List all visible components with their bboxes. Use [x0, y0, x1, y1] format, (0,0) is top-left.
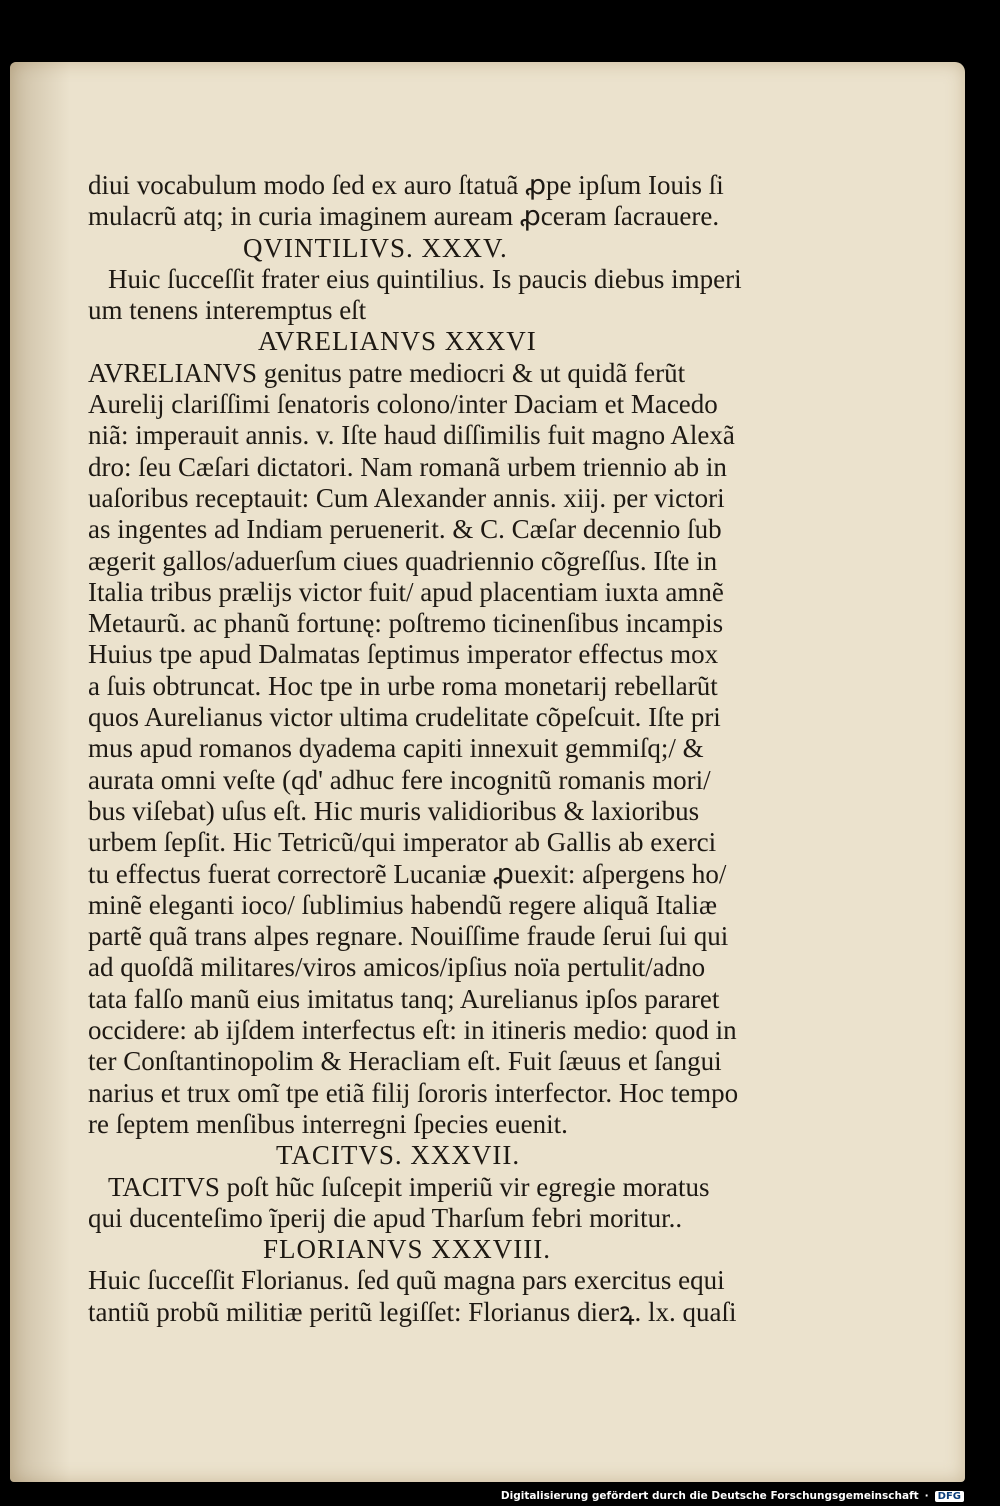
text-line: AVRELIANVS genitus patre mediocri & ut quidã ferũt: [88, 357, 686, 388]
section-heading: QVINTILIVS. XXXV.: [243, 232, 508, 263]
text-line: mulacrũ atq; in curia imaginem auream ꝓceram ſacrauere.: [88, 201, 720, 232]
footer-credit: [501, 1488, 964, 1504]
footer-separator: ·: [924, 1490, 929, 1502]
text-line: tata falſo manũ eius imitatus tanq; Aurelianus ipſos pararet: [88, 983, 720, 1014]
text-line: quos Aurelianus victor ultima crudelitate cõpeſcuit. Iſte pri: [88, 702, 721, 733]
text-line: Aurelij clariſſimi ſenatoris colono/inter Daciam et Macedo: [88, 389, 718, 420]
text-line: TACITVS poſt hũc ſuſcepit imperiũ vir egregie moratus: [108, 1171, 710, 1202]
section-heading: AVRELIANVS XXXVI: [258, 326, 537, 357]
text-line: Italia tribus prælijs victor fuit/ apud placentiam iuxta amnẽ: [88, 576, 724, 607]
text-line: mus apud romanos dyadema capiti innexuit gemmiſq;/ &: [88, 733, 704, 764]
text-line: um tenens interemptus eſt: [88, 295, 367, 326]
text-line: niã: imperauit annis. v. Iſte haud diſſimilis fuit magno Alexã: [88, 420, 735, 451]
text-line: bus viſebat) uſus eſt. Hic muris validioribus & laxioribus: [88, 795, 700, 826]
text-line: urbem ſepſit. Hic Tetricũ/qui imperator ab Gallis ab exerci: [88, 827, 717, 858]
text-line: tantiũ probũ militiæ peritũ legiſſet: Florianus dierꝝ. lx. quaſi: [88, 1296, 737, 1327]
section-heading: FLORIANVS XXXVIII.: [263, 1234, 551, 1265]
text-line: a ſuis obtruncat. Hoc tpe in urbe roma monetarij rebellarũt: [88, 670, 718, 701]
text-line: diui vocabulum modo ſed ex auro ſtatuã ꝓpe ipſum Iouis ſi: [88, 170, 724, 200]
text-line: qui ducenteſimo ĩperij die apud Tharſum febri moritur..: [88, 1202, 683, 1233]
text-line: ad quoſdã militares/viros amicos/ipſius noïa pertulit/adno: [88, 952, 706, 983]
text-line: re ſeptem menſibus interregni ſpecies euenit.: [88, 1108, 568, 1139]
text-line: dro: ſeu Cæſari dictatori. Nam romanã urbem triennio ab in: [88, 451, 727, 482]
text-line: ter Conſtantinopolim & Heracliam eſt. Fuit ſæuus et ſangui: [88, 1046, 722, 1077]
section-heading: TACITVS. XXXVII.: [276, 1140, 521, 1171]
footer-credit-text: Digitalisierung gefördert durch die Deutsche Forschungsgemeinschaft: [500, 1490, 919, 1502]
text-line: partẽ quã trans alpes regnare. Nouiſſime fraude ſerui ſui qui: [88, 921, 729, 952]
text-line: occidere: ab ijſdem interfectus eſt: in itineris medio: quod in: [88, 1015, 737, 1046]
text-line: uaſoribus receptauit: Cum Alexander annis. xiij. per victori: [88, 482, 725, 513]
text-line: tu effectus fuerat correctorẽ Lucaniæ ꝓuexit: aſpergens ho/: [88, 858, 727, 889]
text-line: minẽ eleganti ioco/ ſublimius habendũ regere aliquã Italiæ: [88, 889, 718, 920]
text-line: Metaurũ. ac phanũ fortunę: poſtremo ticinenſibus incampis: [88, 608, 724, 639]
book-page: [10, 62, 965, 1482]
text-line: as ingentes ad Indiam peruenerit. & C. Cæſar decennio ſub: [88, 514, 722, 545]
text-line: aurata omni veſte (qd' adhuc fere incognitũ romanis mori/: [88, 764, 711, 795]
dfg-logo-icon: DFG: [935, 1491, 964, 1502]
text-line: narius et trux omĩ tpe etiã filij ſororis interfector. Hoc tempo: [88, 1077, 739, 1108]
text-line: Huic ſucceſſit Florianus. ſed quũ magna pars exercitus equi: [88, 1265, 725, 1296]
text-line: ægerit gallos/aduerſum ciues quadriennio cõgreſſus. Iſte in: [88, 545, 718, 576]
text-line: Huius tpe apud Dalmatas ſeptimus imperator effectus mox: [88, 639, 719, 670]
page-text: [88, 170, 788, 1328]
text-line: Huic ſucceſſit frater eius quintilius. Is paucis diebus imperi: [108, 263, 742, 294]
